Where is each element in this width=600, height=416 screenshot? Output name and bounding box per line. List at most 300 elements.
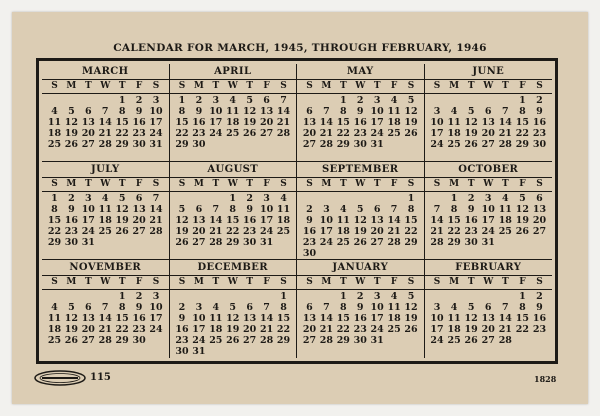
week-row [170, 204, 297, 215]
weekday-label: F [519, 179, 526, 189]
day-cell: 18 [387, 117, 401, 128]
weekday-label: F [135, 81, 143, 91]
weekday-header [297, 80, 424, 94]
day-cell [497, 95, 514, 106]
month-name: JANUARY [297, 260, 424, 276]
day-cell: 23 [353, 324, 367, 335]
day-cell [46, 95, 63, 106]
day-cell: 17 [209, 117, 223, 128]
week-row [297, 324, 424, 335]
day-cell: 19 [464, 128, 478, 139]
day-cell: 24 [192, 335, 206, 346]
day-cell: 12 [115, 204, 129, 215]
day-cell [114, 237, 131, 248]
weekday-label: M [66, 179, 77, 189]
day-cell: 1 [519, 291, 526, 302]
day-cell: 17 [192, 324, 206, 335]
day-cell: 16 [132, 313, 146, 324]
day-cell: 5 [467, 302, 475, 313]
day-cell: 2 [306, 204, 313, 215]
week-row [297, 313, 424, 324]
month-name: JUNE [425, 64, 553, 80]
day-cell: 12 [243, 106, 257, 117]
day-cell: 21 [259, 324, 274, 335]
day-cell: 20 [302, 324, 317, 335]
day-cell [497, 291, 514, 302]
day-cell: 23 [132, 324, 146, 335]
day-cell: 2 [246, 193, 253, 204]
weekday-label: W [483, 81, 494, 91]
day-cell: 30 [353, 139, 367, 150]
day-cell: 26 [404, 324, 418, 335]
week-row [425, 313, 553, 324]
week-row [170, 106, 297, 117]
day-cell: 18 [276, 215, 291, 226]
week-row [425, 204, 553, 215]
month-name: MAY [297, 64, 424, 80]
week-row [42, 193, 169, 204]
day-cell: 18 [47, 324, 62, 335]
weekday-label: S [152, 81, 160, 91]
day-cell [301, 95, 318, 106]
week-row [170, 335, 297, 346]
day-cell: 30 [302, 248, 317, 259]
week-row [297, 139, 424, 150]
day-cell: 18 [98, 215, 112, 226]
weeks [425, 192, 553, 248]
day-cell [207, 139, 224, 150]
weekday-label: F [390, 179, 398, 189]
day-cell: 28 [209, 237, 223, 248]
day-cell: 23 [532, 128, 547, 139]
day-cell: 27 [532, 226, 547, 237]
day-cell: 22 [447, 226, 461, 237]
day-cell: 4 [212, 302, 220, 313]
day-cell: 2 [356, 95, 364, 106]
day-cell: 5 [229, 302, 237, 313]
month-block-june [425, 64, 553, 162]
day-cell [241, 291, 258, 302]
weekday-label: T [246, 179, 254, 189]
day-cell: 29 [47, 237, 62, 248]
day-cell: 17 [430, 324, 444, 335]
weekday-label: T [118, 179, 126, 189]
day-cell: 25 [447, 335, 461, 346]
day-cell: 25 [447, 139, 461, 150]
day-cell: 29 [336, 139, 350, 150]
day-cell: 20 [532, 215, 547, 226]
week-row [42, 302, 169, 313]
day-cell [463, 95, 480, 106]
weekday-header [170, 276, 297, 290]
day-cell: 2 [467, 193, 475, 204]
weekday-label: S [178, 277, 186, 287]
day-cell: 1 [280, 291, 287, 302]
day-cell: 5 [118, 193, 126, 204]
week-row [425, 215, 553, 226]
week-row [297, 237, 424, 248]
day-cell: 22 [515, 324, 529, 335]
day-cell: 26 [464, 335, 478, 346]
day-cell: 3 [373, 95, 381, 106]
day-cell: 31 [481, 237, 495, 248]
weekday-label: M [449, 179, 460, 189]
day-cell [275, 346, 292, 357]
week-row [42, 117, 169, 128]
day-cell: 4 [51, 302, 58, 313]
day-cell: 9 [356, 106, 364, 117]
day-cell: 21 [319, 128, 333, 139]
day-cell: 26 [243, 128, 257, 139]
week-row [425, 95, 553, 106]
day-cell: 28 [319, 335, 333, 346]
day-cell: 24 [481, 226, 495, 237]
day-cell: 16 [353, 117, 367, 128]
day-cell: 12 [515, 204, 529, 215]
weekday-label: T [118, 81, 126, 91]
day-cell: 13 [302, 117, 317, 128]
weekday-label: F [263, 277, 270, 287]
day-cell: 27 [81, 335, 95, 346]
day-cell: 26 [404, 128, 418, 139]
week-row [425, 193, 553, 204]
day-cell: 13 [370, 215, 384, 226]
week-row [42, 215, 169, 226]
weekday-label: T [118, 277, 126, 287]
day-cell: 29 [404, 237, 418, 248]
day-cell: 16 [464, 215, 478, 226]
week-row [425, 324, 553, 335]
day-cell: 26 [115, 226, 129, 237]
day-cell: 29 [115, 139, 129, 150]
month-name: OCTOBER [425, 162, 553, 178]
day-cell: 10 [192, 313, 206, 324]
day-cell: 27 [302, 335, 317, 346]
day-cell: 11 [498, 204, 512, 215]
week-row [425, 106, 553, 117]
day-cell: 11 [336, 215, 350, 226]
day-cell [480, 95, 497, 106]
weekday-label: W [227, 277, 238, 287]
day-cell [403, 139, 420, 150]
weekday-label: T [246, 81, 254, 91]
day-cell: 7 [280, 95, 287, 106]
day-cell [369, 193, 386, 204]
weekday-label: W [355, 179, 366, 189]
weeks [170, 290, 297, 357]
day-cell [318, 95, 335, 106]
calendar-title: CALENDAR FOR MARCH, 1945, THROUGH FEBRUARY, 1946 [113, 42, 487, 54]
day-cell: 10 [149, 106, 163, 117]
weekday-label: W [100, 179, 111, 189]
day-cell: 4 [280, 193, 287, 204]
day-cell: 30 [243, 237, 257, 248]
day-cell: 15 [515, 117, 529, 128]
day-cell [531, 237, 548, 248]
day-cell: 30 [192, 139, 206, 150]
day-cell: 18 [498, 215, 512, 226]
day-cell: 23 [132, 128, 146, 139]
page-number: 115 [90, 372, 111, 383]
day-cell: 20 [81, 128, 95, 139]
day-cell: 6 [536, 193, 543, 204]
day-cell [403, 335, 420, 346]
day-cell: 30 [353, 335, 367, 346]
day-cell: 2 [135, 291, 143, 302]
day-cell: 23 [192, 128, 206, 139]
day-cell [97, 291, 114, 302]
day-cell: 12 [64, 313, 78, 324]
weekday-label: T [212, 179, 220, 189]
day-cell: 18 [447, 128, 461, 139]
day-cell: 8 [51, 204, 58, 215]
day-cell: 25 [276, 226, 291, 237]
day-cell: 22 [115, 128, 129, 139]
day-cell: 6 [306, 302, 313, 313]
day-cell: 22 [336, 128, 350, 139]
day-cell: 8 [407, 204, 415, 215]
day-cell: 6 [484, 106, 492, 117]
day-cell: 23 [175, 335, 189, 346]
week-row [297, 204, 424, 215]
day-cell: 21 [98, 324, 112, 335]
day-cell: 7 [502, 106, 509, 117]
day-cell: 14 [319, 117, 333, 128]
weeks [42, 290, 169, 346]
day-cell: 12 [404, 302, 418, 313]
weekday-label: S [407, 81, 415, 91]
day-cell [318, 248, 335, 259]
day-cell: 21 [98, 128, 112, 139]
day-cell: 10 [370, 302, 384, 313]
day-cell: 31 [149, 139, 163, 150]
day-cell: 12 [404, 106, 418, 117]
weekday-header [42, 276, 169, 290]
day-cell: 6 [263, 95, 270, 106]
day-cell: 15 [175, 117, 189, 128]
day-cell: 22 [226, 226, 240, 237]
day-cell: 26 [353, 237, 367, 248]
week-row [170, 313, 297, 324]
day-cell: 4 [229, 95, 237, 106]
day-cell: 6 [306, 106, 313, 117]
week-row [42, 324, 169, 335]
day-cell: 4 [390, 291, 398, 302]
weekday-label: T [373, 277, 381, 287]
day-cell [301, 193, 318, 204]
day-cell [446, 95, 463, 106]
day-cell: 11 [387, 106, 401, 117]
day-cell: 26 [64, 335, 78, 346]
day-cell: 17 [149, 313, 163, 324]
weekday-label: S [536, 81, 543, 91]
day-cell: 17 [370, 117, 384, 128]
day-cell: 1 [450, 193, 458, 204]
month-block-may [297, 64, 425, 162]
weeks [297, 192, 424, 259]
day-cell: 19 [243, 117, 257, 128]
day-cell: 20 [302, 128, 317, 139]
day-cell: 21 [430, 226, 444, 237]
day-cell [335, 193, 352, 204]
day-cell: 16 [532, 117, 547, 128]
weekday-label: W [355, 277, 366, 287]
day-cell: 25 [226, 128, 240, 139]
day-cell: 16 [64, 215, 78, 226]
day-cell: 19 [464, 324, 478, 335]
day-cell [514, 335, 531, 346]
day-cell: 15 [226, 215, 240, 226]
month-name: AUGUST [170, 162, 297, 178]
day-cell: 25 [47, 335, 62, 346]
day-cell: 29 [515, 139, 529, 150]
day-cell: 9 [306, 215, 313, 226]
day-cell: 9 [135, 106, 143, 117]
day-cell: 5 [68, 302, 75, 313]
weekday-label: W [227, 81, 238, 91]
day-cell: 10 [81, 204, 95, 215]
day-cell: 7 [390, 204, 398, 215]
week-row [42, 237, 169, 248]
day-cell [63, 291, 80, 302]
day-cell: 7 [263, 302, 270, 313]
day-cell: 23 [532, 324, 547, 335]
day-cell: 16 [532, 313, 547, 324]
day-cell: 9 [356, 302, 364, 313]
day-cell: 31 [370, 335, 384, 346]
month-name: FEBRUARY [425, 260, 553, 276]
day-cell [190, 291, 207, 302]
month-block-july [42, 162, 170, 260]
month-name: DECEMBER [170, 260, 297, 276]
month-name: APRIL [170, 64, 297, 80]
month-name: JULY [42, 162, 169, 178]
day-cell: 8 [340, 106, 347, 117]
weekday-label: W [483, 179, 494, 189]
day-cell: 17 [370, 313, 384, 324]
day-cell: 14 [498, 313, 512, 324]
day-cell: 11 [447, 313, 461, 324]
day-cell: 28 [276, 128, 291, 139]
day-cell: 31 [192, 346, 206, 357]
day-cell: 5 [178, 204, 186, 215]
day-cell: 11 [47, 313, 62, 324]
week-row [170, 346, 297, 357]
day-cell: 28 [149, 226, 163, 237]
day-cell [63, 95, 80, 106]
day-cell: 5 [356, 204, 364, 215]
weekday-label: S [280, 81, 287, 91]
week-row [170, 324, 297, 335]
weekday-label: T [467, 81, 475, 91]
day-cell: 29 [115, 335, 129, 346]
day-cell: 15 [336, 117, 350, 128]
day-cell: 12 [64, 117, 78, 128]
day-cell: 1 [229, 193, 237, 204]
day-cell: 17 [149, 117, 163, 128]
weekday-label: F [519, 277, 526, 287]
day-cell: 8 [280, 302, 287, 313]
day-cell: 28 [259, 335, 274, 346]
day-cell: 6 [135, 193, 143, 204]
day-cell: 3 [433, 106, 441, 117]
day-cell: 22 [115, 324, 129, 335]
week-row [170, 128, 297, 139]
weekday-label: S [51, 179, 58, 189]
weekday-header [297, 276, 424, 290]
weekday-label: M [193, 81, 204, 91]
day-cell: 16 [243, 215, 257, 226]
month-block-october [425, 162, 553, 260]
day-cell: 8 [450, 204, 458, 215]
day-cell: 29 [226, 237, 240, 248]
weeks [297, 290, 424, 346]
day-cell: 9 [536, 302, 543, 313]
weekday-header [170, 178, 297, 192]
weekday-label: M [66, 277, 77, 287]
day-cell: 5 [519, 193, 526, 204]
weekday-label: S [433, 179, 441, 189]
day-cell: 14 [430, 215, 444, 226]
week-row [170, 117, 297, 128]
weekday-label: T [373, 179, 381, 189]
week-row [170, 193, 297, 204]
day-cell: 17 [81, 215, 95, 226]
day-cell: 9 [68, 204, 75, 215]
weekday-label: S [178, 81, 186, 91]
weekday-label: S [306, 277, 313, 287]
weekday-label: S [152, 277, 160, 287]
weeks [42, 94, 169, 150]
day-cell: 19 [353, 226, 367, 237]
day-cell: 15 [336, 313, 350, 324]
day-cell: 5 [407, 291, 415, 302]
day-cell: 19 [64, 324, 78, 335]
day-cell: 28 [498, 139, 512, 150]
day-cell: 4 [450, 302, 458, 313]
day-cell [275, 139, 292, 150]
month-block-november [42, 260, 170, 358]
day-cell: 10 [481, 204, 495, 215]
weekday-label: S [536, 277, 543, 287]
week-row [42, 95, 169, 106]
weeks [170, 192, 297, 248]
day-cell: 19 [175, 226, 189, 237]
day-cell: 17 [259, 215, 274, 226]
weekday-header [425, 178, 553, 192]
weeks [170, 94, 297, 150]
day-cell: 17 [430, 128, 444, 139]
day-cell [386, 193, 403, 204]
week-row [425, 335, 553, 346]
day-cell: 13 [132, 204, 146, 215]
day-cell: 5 [246, 95, 253, 106]
day-cell: 24 [259, 226, 274, 237]
day-cell: 7 [323, 106, 330, 117]
day-cell: 12 [464, 313, 478, 324]
day-cell: 19 [515, 215, 529, 226]
day-cell: 25 [209, 335, 223, 346]
weekday-label: T [501, 179, 509, 189]
weekday-label: S [407, 277, 415, 287]
day-cell: 14 [276, 106, 291, 117]
day-cell: 4 [502, 193, 509, 204]
day-cell [174, 291, 191, 302]
weekday-label: S [152, 179, 160, 189]
day-cell: 27 [81, 139, 95, 150]
day-cell: 21 [498, 128, 512, 139]
day-cell: 27 [132, 226, 146, 237]
